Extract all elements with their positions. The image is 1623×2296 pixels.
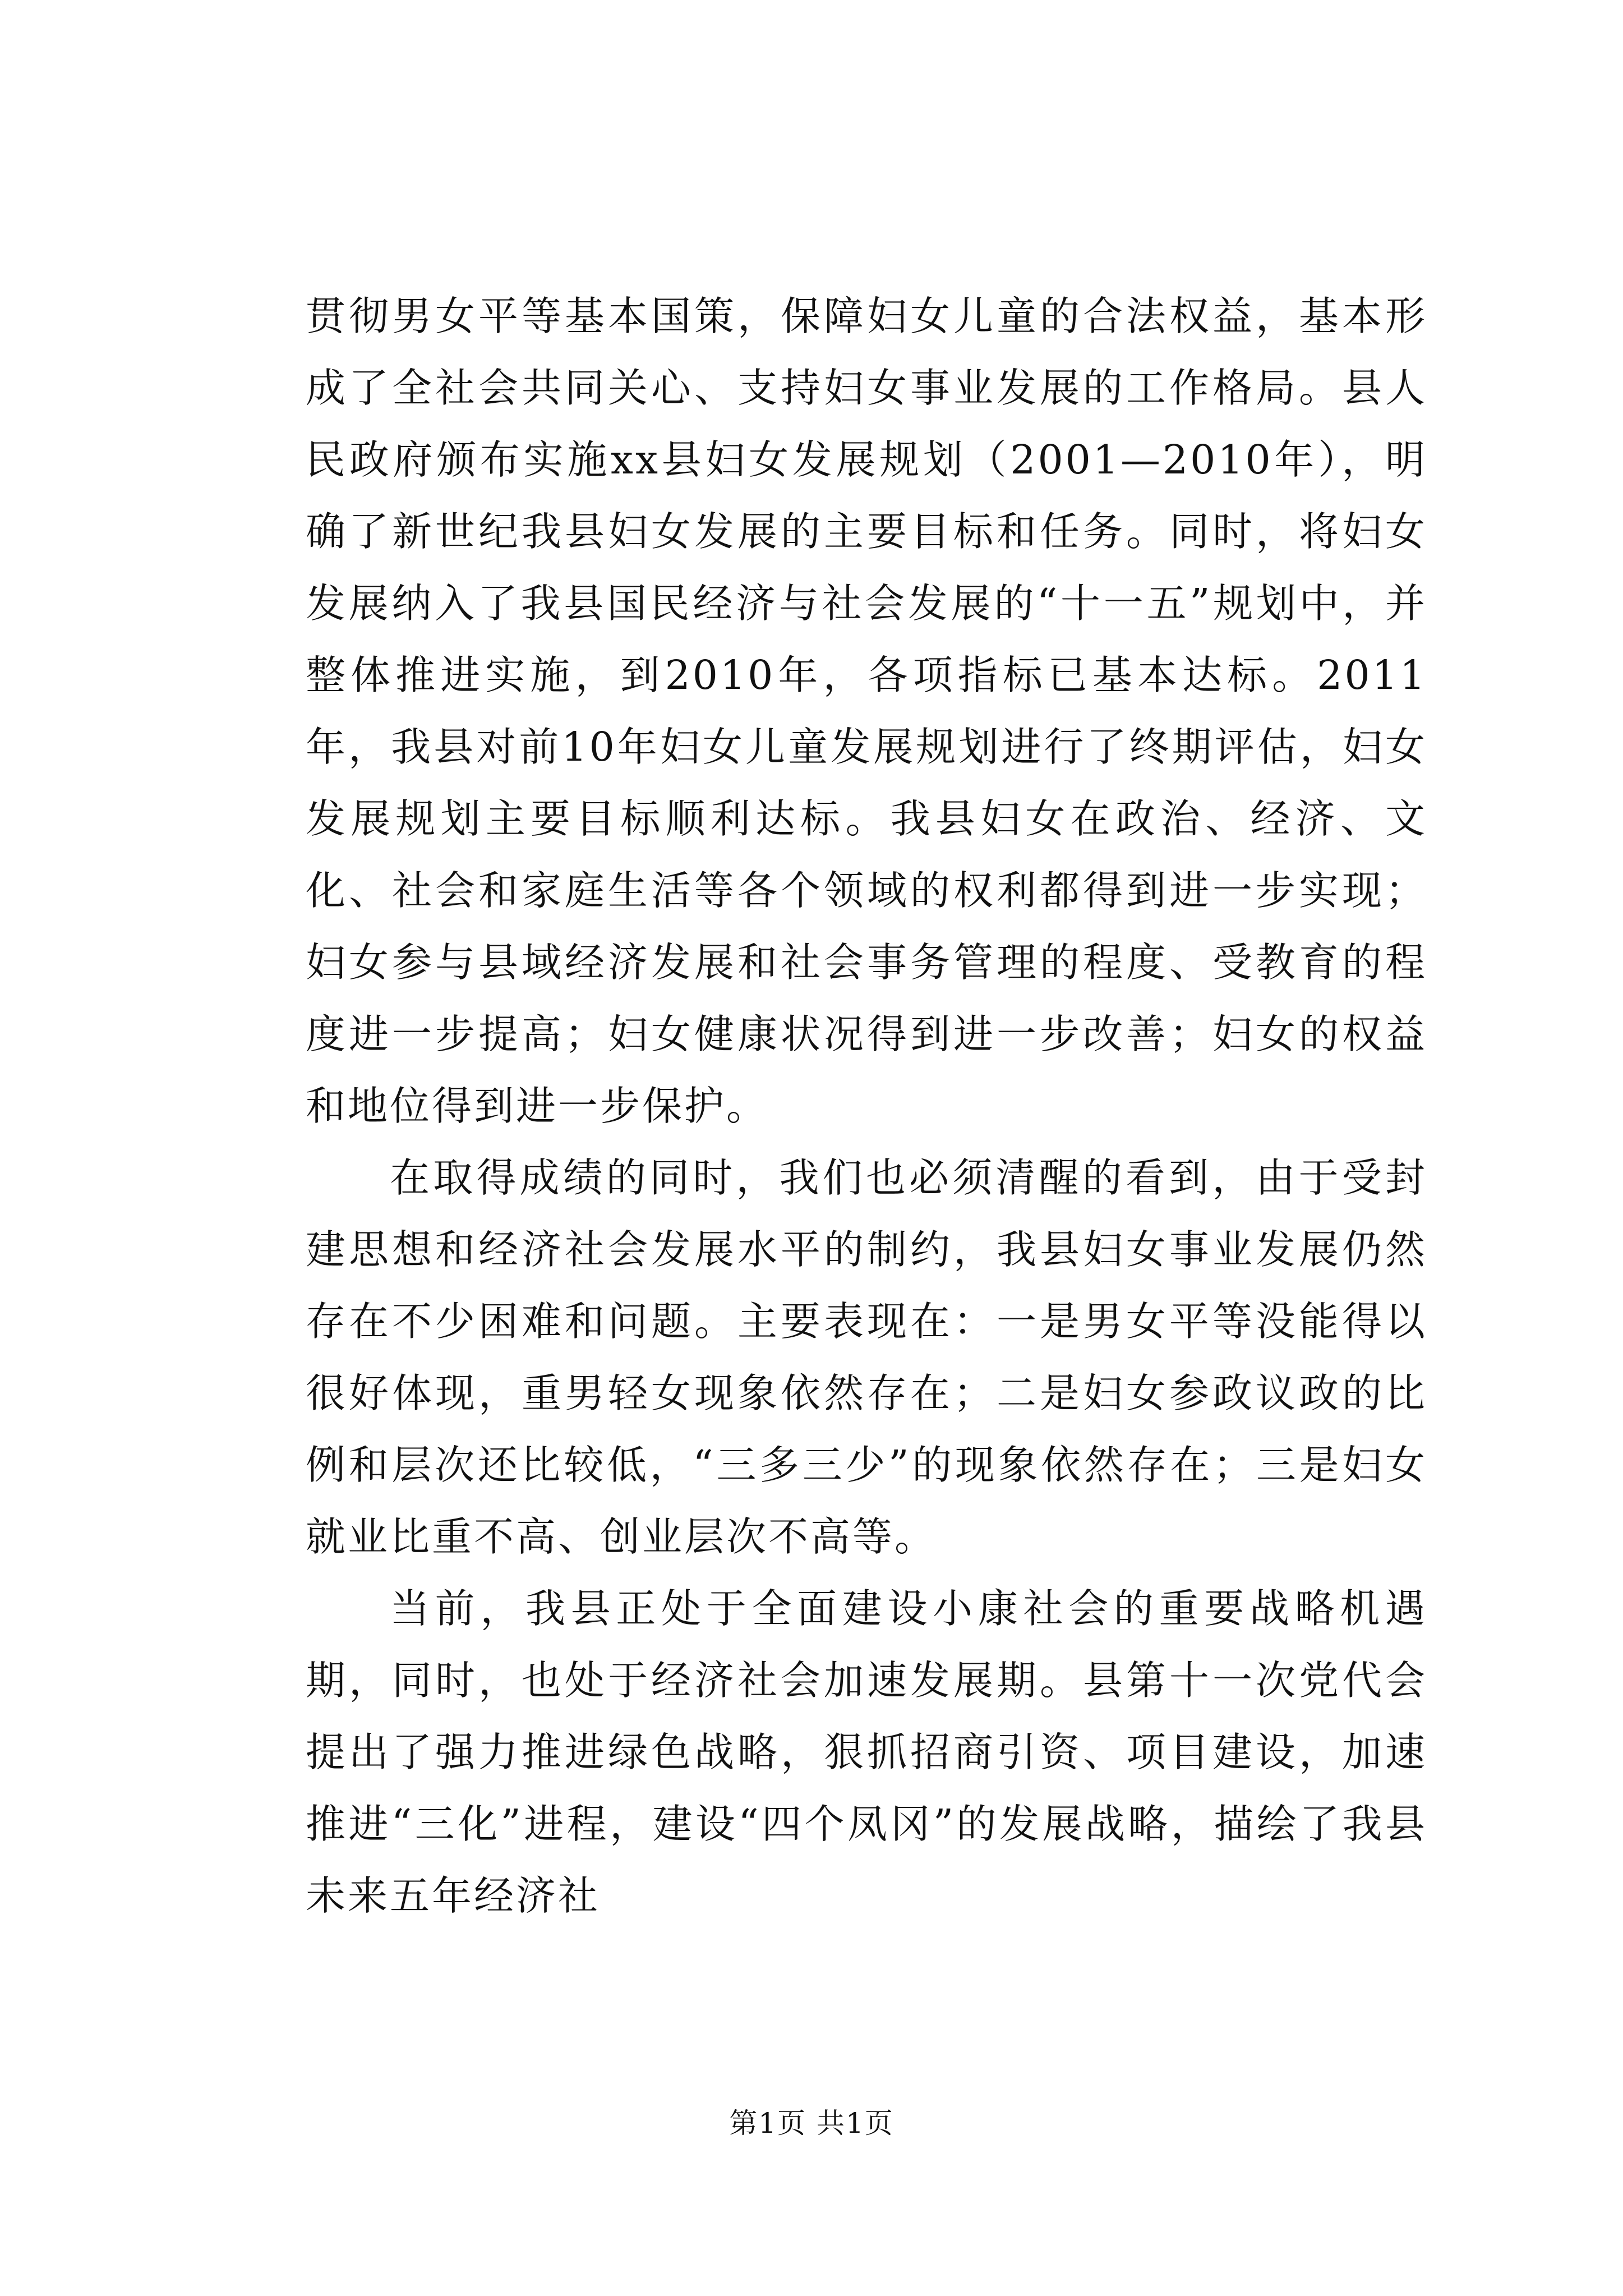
page-footer: 第1页 共1页 <box>729 2107 894 2139</box>
paragraph-3: 当前，我县正处于全面建设小康社会的重要战略机遇期，同时，也处于经济社会加速发展期。县第十一次党代会提出了强力推进绿色战略，狠抓招商引资、项目建设，加速推进“三化”进程，建设“四个凤冈”的发展战略，描绘了我县未来五年经济社 <box>306 1585 1427 1919</box>
paragraph-1: 贯彻男女平等基本国策，保障妇女儿童的合法权益，基本形成了全社会共同关心、支持妇女事业发展的工作格局。县人民政府颁布实施xx县妇女发展规划（2001—2010年），明确了新世纪我县妇女发展的主要目标和任务。同时，将妇女发展纳入了我县国民经济与社会发展的“十一五”规划中，并整体推进实施，到2010年，各项指标已基本达标。2011年，我县对前10年妇女儿童发展规划进行了终期评估，妇女发展规划主要目标顺利达标。我县妇女在政治、经济、文化、社会和家庭生活等各个领域的权利都得到进一步实现；妇女参与县域经济发展和社会事务管理的程度、受教育的程度进一步提高；妇女健康状况得到进一步改善；妇女的权益和地位得到进一步保护。 <box>306 293 1427 1129</box>
document-body <box>306 280 1427 1932</box>
paragraph-2: 在取得成绩的同时，我们也必须清醒的看到，由于受封建思想和经济社会发展水平的制约，我县妇女事业发展仍然存在不少困难和问题。主要表现在：一是男女平等没能得以很好体现，重男轻女现象依然存在；二是妇女参政议政的比例和层次还比较低，“三多三少”的现象依然存在；三是妇女就业比重不高、创业层次不高等。 <box>306 1154 1427 1560</box>
